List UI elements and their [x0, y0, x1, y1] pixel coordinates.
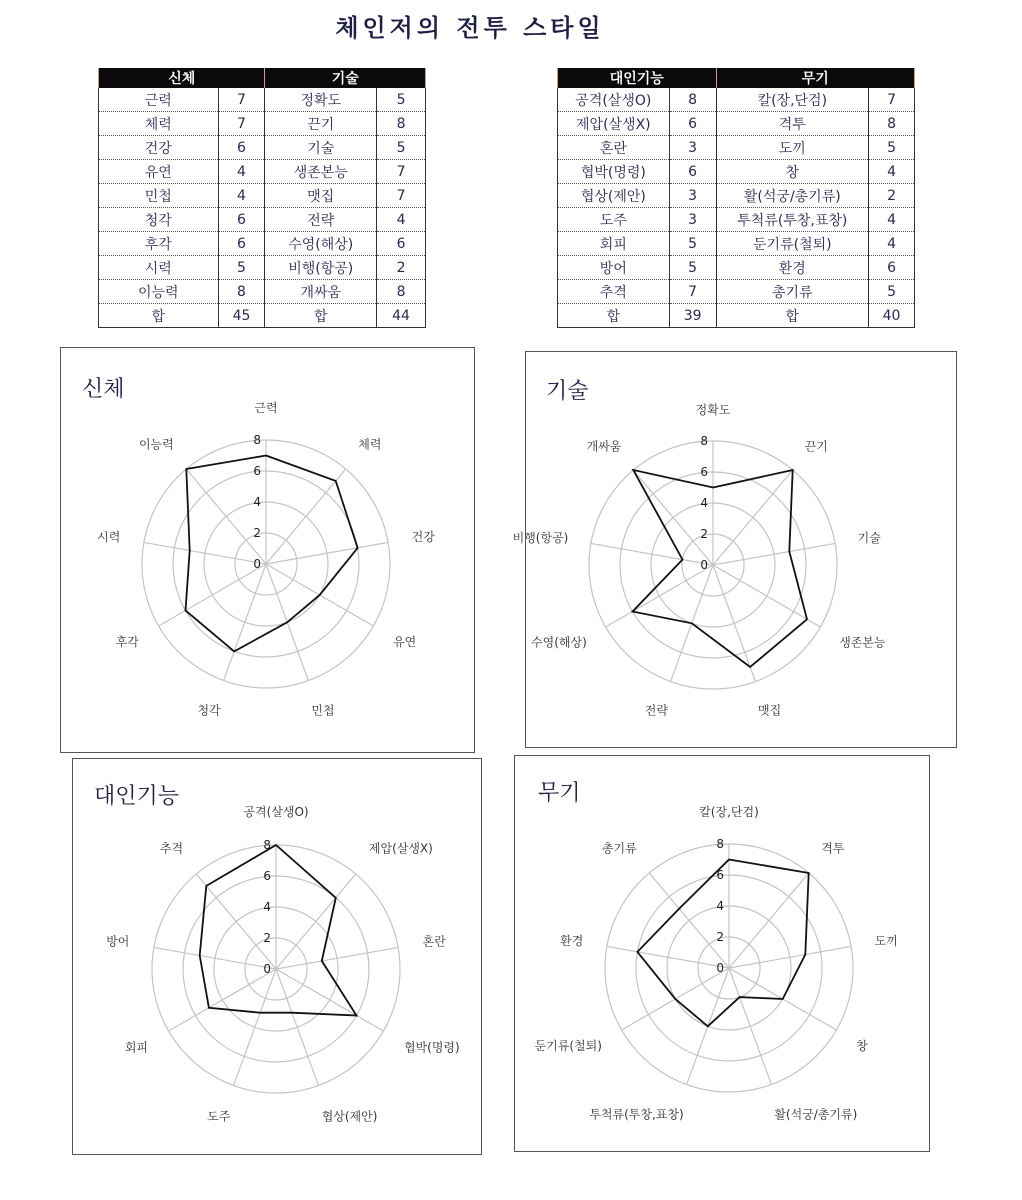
table-row [99, 184, 426, 208]
stat-value-cell: 8 [869, 112, 915, 136]
stat-name-cell: 합 [716, 304, 869, 328]
stat-value-cell: 3 [669, 208, 716, 232]
stat-value-cell: 6 [669, 112, 716, 136]
stat-name-cell: 건강 [99, 136, 219, 160]
axis-category-label: 회피 [124, 1040, 149, 1055]
stat-value-cell: 8 [377, 112, 426, 136]
axis-category-label: 기술 [857, 531, 881, 546]
grid-spoke [234, 969, 276, 1086]
axis-category-label: 비행(항공) [512, 531, 569, 546]
stat-name-cell: 체력 [99, 112, 219, 136]
tick-label: 0 [716, 961, 724, 975]
table-header-body: 신체 [99, 68, 265, 88]
table-row [558, 88, 915, 112]
axis-category-label: 전략 [644, 703, 668, 718]
grid-spoke [266, 469, 346, 564]
table-row [558, 232, 915, 256]
grid-spoke [169, 969, 276, 1031]
stat-name-cell: 제압(살생X) [558, 112, 670, 136]
axis-category-label: 창 [856, 1039, 868, 1053]
axis-category-label: 시력 [97, 529, 121, 544]
stat-value-cell: 7 [869, 88, 915, 112]
grid-spoke [266, 542, 388, 564]
stat-value-cell: 4 [869, 208, 915, 232]
tick-label: 0 [263, 962, 271, 976]
table-header-weapon: 무기 [716, 68, 914, 88]
tick-label: 4 [700, 496, 708, 510]
stat-value-cell: 5 [869, 280, 915, 304]
tick-label: 8 [716, 837, 724, 851]
chart-title: 기술 [546, 379, 589, 404]
grid-spoke [186, 469, 266, 564]
stat-value-cell: 6 [869, 256, 915, 280]
stat-name-cell: 근력 [99, 88, 219, 112]
stat-value-cell: 5 [377, 136, 426, 160]
stat-value-cell: 4 [869, 160, 915, 184]
chart-title: 대인기능 [94, 784, 180, 809]
stat-name-cell: 협상(제안) [558, 184, 670, 208]
tick-label: 2 [253, 526, 261, 540]
grid-spoke [729, 968, 771, 1085]
table-header-interpersonal: 대인기능 [558, 68, 717, 88]
axis-category-label: 둔기류(철퇴) [534, 1039, 602, 1053]
chart-title: 신체 [82, 377, 125, 402]
stats-table-body-skill [98, 68, 426, 328]
stat-value-cell: 6 [669, 160, 716, 184]
stat-value-cell: 3 [669, 136, 716, 160]
stat-name-cell: 환경 [716, 256, 869, 280]
stat-value-cell: 5 [869, 136, 915, 160]
axis-category-label: 활(석궁/총기류) [774, 1107, 858, 1122]
radar-chart-skill [512, 352, 956, 747]
stat-value-cell: 7 [218, 112, 265, 136]
tick-label: 8 [263, 838, 271, 852]
axis-category-label: 청각 [197, 703, 221, 718]
stat-name-cell: 시력 [99, 256, 219, 280]
grid-spoke [224, 564, 266, 681]
stat-name-cell: 민첩 [99, 184, 219, 208]
grid-spoke [276, 969, 383, 1031]
stat-value-cell: 5 [218, 256, 265, 280]
radar-chart-weapon [515, 756, 929, 1151]
axis-category-label: 유연 [393, 635, 417, 649]
chart-title: 무기 [538, 781, 581, 806]
stat-name-cell: 합 [558, 304, 670, 328]
stat-name-cell: 개싸움 [265, 280, 377, 304]
tick-label: 4 [253, 495, 261, 509]
stat-name-cell: 수영(해상) [265, 232, 377, 256]
axis-category-label: 공격(살생O) [243, 805, 309, 819]
tick-label: 6 [253, 464, 261, 478]
stat-name-cell: 격투 [716, 112, 869, 136]
data-series-line [200, 845, 357, 1016]
axis-category-label: 격투 [821, 841, 845, 856]
grid-spoke [196, 874, 276, 969]
grid-spoke [276, 874, 356, 969]
axis-category-label: 환경 [560, 933, 584, 948]
axis-category-label: 체력 [358, 437, 382, 452]
stat-name-cell: 창 [716, 160, 869, 184]
stat-value-cell: 2 [377, 256, 426, 280]
radar-panel-interpersonal [72, 758, 482, 1155]
tick-label: 0 [253, 557, 261, 571]
stat-value-cell: 7 [218, 88, 265, 112]
table-row [99, 304, 426, 328]
stat-value-cell: 45 [218, 304, 265, 328]
axis-category-label: 민첩 [311, 703, 335, 718]
stat-name-cell: 유연 [99, 160, 219, 184]
axis-category-label: 도주 [207, 1109, 231, 1124]
table-row [99, 280, 426, 304]
stat-name-cell: 투척류(투창,표창) [716, 208, 869, 232]
stat-value-cell: 8 [377, 280, 426, 304]
stat-value-cell: 4 [218, 184, 265, 208]
axis-category-label: 투척류(투창,표창) [589, 1107, 684, 1122]
tick-label: 2 [700, 527, 708, 541]
axis-category-label: 근력 [254, 401, 278, 415]
stat-value-cell: 6 [218, 232, 265, 256]
table-row [99, 256, 426, 280]
axis-category-label: 수영(해상) [531, 635, 587, 650]
stat-value-cell: 5 [669, 232, 716, 256]
stat-value-cell: 2 [869, 184, 915, 208]
stat-value-cell: 5 [377, 88, 426, 112]
grid-spoke [276, 947, 398, 969]
axis-category-label: 추격 [159, 841, 184, 856]
stat-value-cell: 7 [669, 280, 716, 304]
grid-spoke [729, 873, 809, 968]
stat-name-cell: 도끼 [716, 136, 869, 160]
stat-value-cell: 6 [377, 232, 426, 256]
stat-name-cell: 합 [99, 304, 219, 328]
stat-value-cell: 40 [869, 304, 915, 328]
axis-category-label: 생존본능 [839, 635, 886, 650]
axis-category-label: 이능력 [138, 437, 174, 452]
grid-spoke [713, 565, 755, 682]
stat-name-cell: 총기류 [716, 280, 869, 304]
grid-spoke [154, 947, 276, 969]
stat-value-cell: 8 [218, 280, 265, 304]
table-row [99, 232, 426, 256]
tick-label: 8 [700, 434, 708, 448]
stat-value-cell: 7 [377, 184, 426, 208]
page-title: 체인저의 전투 스타일 [335, 14, 605, 42]
table-header-skill: 기술 [265, 68, 426, 88]
axis-category-label: 총기류 [601, 841, 637, 856]
axis-category-label: 끈기 [804, 439, 828, 454]
radar-panel-weapon [514, 755, 930, 1152]
grid-spoke [649, 873, 729, 968]
stats-table-interpersonal-weapon [557, 68, 915, 328]
stat-name-cell: 후각 [99, 232, 219, 256]
axis-category-label: 협박(명령) [403, 1040, 460, 1055]
tick-label: 2 [263, 931, 271, 945]
grid-spoke [591, 543, 713, 565]
stat-name-cell: 혼란 [558, 136, 670, 160]
stat-name-cell: 정확도 [265, 88, 377, 112]
stat-value-cell: 4 [377, 208, 426, 232]
axis-category-label: 협상(제안) [321, 1109, 378, 1124]
table-row [558, 256, 915, 280]
grid-spoke [144, 542, 266, 564]
stat-name-cell: 비행(항공) [265, 256, 377, 280]
stat-name-cell: 회피 [558, 232, 670, 256]
stat-name-cell: 추격 [558, 280, 670, 304]
grid-spoke [159, 564, 266, 626]
table-row [558, 280, 915, 304]
table-row [558, 136, 915, 160]
stat-name-cell: 청각 [99, 208, 219, 232]
stat-value-cell: 4 [218, 160, 265, 184]
axis-category-label: 혼란 [422, 934, 446, 949]
table-row [558, 160, 915, 184]
axis-category-label: 방어 [106, 934, 130, 949]
grid-spoke [607, 946, 729, 968]
stat-name-cell: 생존본능 [265, 160, 377, 184]
stat-value-cell: 5 [669, 256, 716, 280]
axis-category-label: 후각 [115, 635, 139, 649]
tick-label: 6 [716, 868, 724, 882]
tick-label: 6 [700, 465, 708, 479]
stat-name-cell: 협박(명령) [558, 160, 670, 184]
radar-panel-body [60, 347, 475, 753]
grid-spoke [713, 543, 835, 565]
stat-name-cell: 방어 [558, 256, 670, 280]
table-row [99, 208, 426, 232]
stat-name-cell: 이능력 [99, 280, 219, 304]
stat-name-cell: 활(석궁/총기류) [716, 184, 869, 208]
tick-label: 0 [700, 558, 708, 572]
table-row [99, 136, 426, 160]
table-row [99, 112, 426, 136]
axis-category-label: 맷집 [758, 703, 782, 718]
stat-name-cell: 둔기류(철퇴) [716, 232, 869, 256]
table-row [558, 208, 915, 232]
radar-chart-body [61, 348, 474, 752]
axis-category-label: 칼(장,단검) [699, 805, 759, 819]
table-row [558, 304, 915, 328]
stat-value-cell: 6 [218, 208, 265, 232]
axis-category-label: 정확도 [695, 403, 731, 417]
stat-value-cell: 4 [869, 232, 915, 256]
grid-spoke [276, 969, 318, 1086]
table-row [99, 160, 426, 184]
radar-panel-skill [512, 351, 957, 748]
stat-value-cell: 3 [669, 184, 716, 208]
table-row [558, 184, 915, 208]
stat-value-cell: 39 [669, 304, 716, 328]
axis-category-label: 개싸움 [586, 439, 622, 454]
stat-value-cell: 8 [669, 88, 716, 112]
stat-name-cell: 공격(살생O) [558, 88, 670, 112]
tick-label: 4 [263, 900, 271, 914]
stat-name-cell: 기술 [265, 136, 377, 160]
stat-name-cell: 칼(장,단검) [716, 88, 869, 112]
tick-label: 2 [716, 930, 724, 944]
tick-label: 8 [253, 433, 261, 447]
tick-label: 6 [263, 869, 271, 883]
axis-category-label: 건강 [411, 529, 435, 544]
stat-name-cell: 맷집 [265, 184, 377, 208]
stat-value-cell: 7 [377, 160, 426, 184]
axis-category-label: 제압(살생X) [368, 841, 433, 856]
stat-value-cell: 6 [218, 136, 265, 160]
stat-value-cell: 44 [377, 304, 426, 328]
stat-name-cell: 도주 [558, 208, 670, 232]
tick-label: 4 [716, 899, 724, 913]
grid-spoke [729, 946, 851, 968]
stat-name-cell: 전략 [265, 208, 377, 232]
axis-category-label: 도끼 [874, 933, 898, 948]
radar-chart-interpersonal [73, 759, 481, 1154]
stat-name-cell: 합 [265, 304, 377, 328]
table-row [99, 88, 426, 112]
table-row [558, 112, 915, 136]
stat-name-cell: 끈기 [265, 112, 377, 136]
grid-spoke [713, 565, 820, 627]
